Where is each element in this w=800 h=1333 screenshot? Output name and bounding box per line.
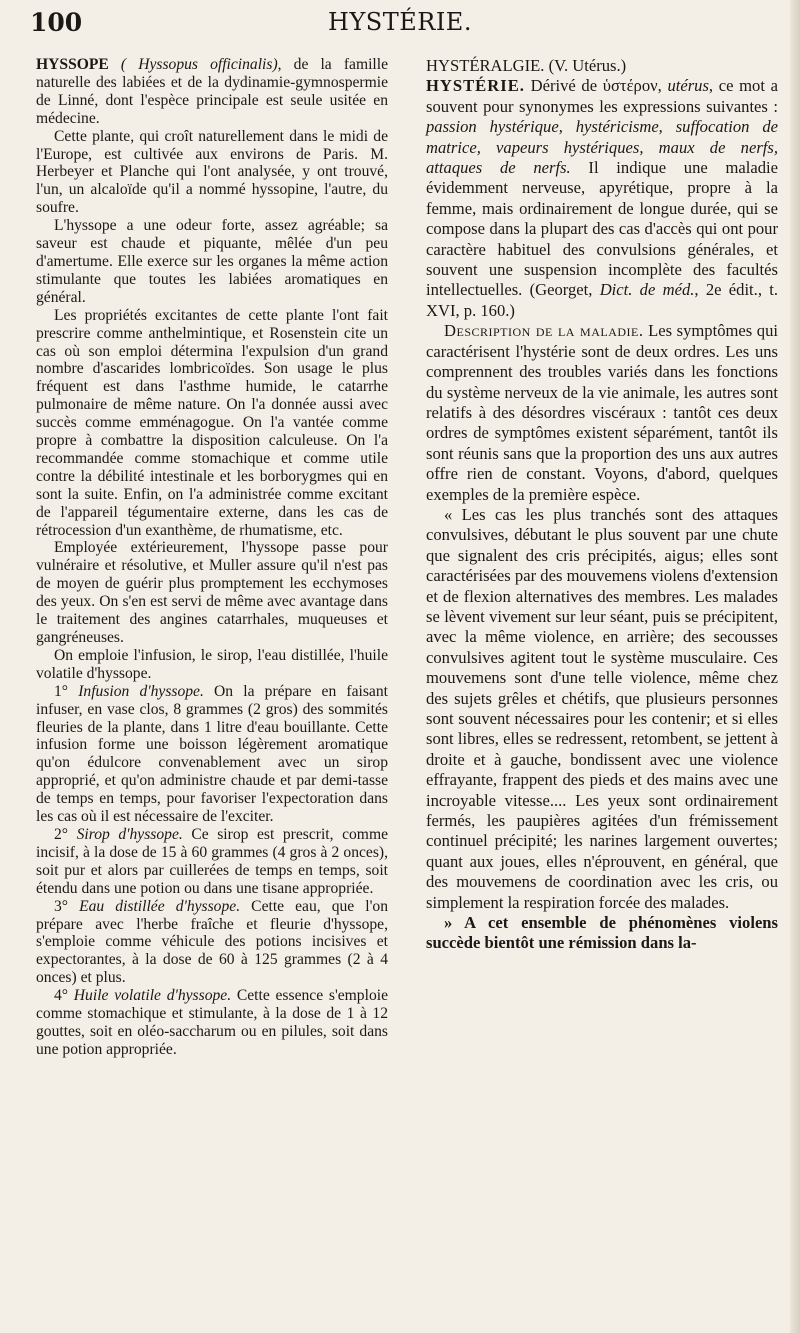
paragraph-odor: L'hyssope a une odeur forte, assez agréable; sa saveur est chaude et piquante, mêlée d'un peu d'amertume. Elle exerce sur les organes la même action stimulante que toutes les labiées aromatiques en général. bbox=[36, 217, 388, 306]
headword-hysteralgie: HYSTÉRALGIE. bbox=[426, 56, 545, 75]
citation-title: Dict. de méd. bbox=[599, 280, 695, 300]
citation-detail: , 2e édit., t. XVI, p. 160.) bbox=[426, 280, 778, 320]
left-column bbox=[36, 56, 388, 1059]
synonyms: passion hystérique, hystéricisme, suffocation de matrice, vapeurs hystériques, maux de nerfs, attaques de nerfs. bbox=[426, 117, 778, 178]
section-title: Description de la maladie. bbox=[444, 321, 644, 341]
intro-text: , de la famille naturelle des labiées et de la dydinamie-gymnospermie de Linné, dont l'espèce principale est seule usitée en médecine. bbox=[36, 56, 388, 127]
paragraph-description bbox=[426, 321, 778, 505]
paragraph-external-use: Employée extérieurement, l'hyssope passe pour vulnéraire et résolutive, et Muller assure qu'il n'est pas de moyen de guérir plus promptement les ecchymoses des yeux. On s'en est servi de même avec avantage dans le traitement des angines catarrhales, muqueuses et gangréneuses. bbox=[36, 539, 388, 646]
item-body: On la prépare en faisant infuser, en vase clos, 8 grammes (2 gros) des sommités fleuries de la plante, dans 1 litre d'eau bouillante. Cette infusion forme une boisson légèrement aromatique qu'on édulcore convenablement avec un sirop approprié, et qu'on administre chaude et par demi-tasse de temps en temps, pour favoriser l'expectoration dans les cas où il est nécessaire de l'exciter. bbox=[36, 682, 388, 826]
item-number: 3° bbox=[54, 897, 69, 915]
section-body: Les symptômes qui caractérisent l'hystérie sont de deux ordres. Les uns comprennent des troubles variés dans les fonctions du système nerveux de la vie animale, les autres sont relatifs à des désordres viscéraux : tantôt ces deux ordres de symptômes existent séparément, tantôt ils sont réunis sans que la proportion des uns aux autres offre rien de constant. Voyons, d'abord, quelques exemples de la première espèce. bbox=[426, 321, 778, 504]
paragraph-properties: Les propriétés excitantes de cette plante l'ont fait prescrire comme anthelmintique, et Rosenstein cite un cas où son emploi détermina l'expulsion d'un grand nombre d'ascarides lombricoïdes. Son usage le plus fréquent est dans l'asthme humide, le catarrhe pulmonaire de même nature. On l'a donnée aussi avec succès comme emménagogue. On l'a vantée comme propre à combattre la disposition calculeuse. On l'a recommandée comme stomachique et comme utile contre la débilité intestinale et les borborygmes qui en sont la suite. Enfin, on l'a administrée comme excitant de l'appareil tégumentaire externe, dans les cas de rétrocession d'un exanthème, de rhumatisme, etc. bbox=[36, 306, 388, 539]
paragraph-distilled-water bbox=[36, 898, 388, 988]
item-title: Infusion d'hyssope. bbox=[78, 682, 204, 700]
paragraph-preparations: On emploie l'infusion, le sirop, l'eau distillée, l'huile volatile d'hyssope. bbox=[36, 646, 388, 682]
item-body: Ce sirop est prescrit, comme incisif, à la dose de 15 à 60 grammes (4 gros à 2 onces), soit pur et alors par cuillerées de temps en temps, soit étendu dans une potion ou dans une tisane appropriée. bbox=[36, 825, 388, 897]
page-number: 100 bbox=[30, 8, 83, 37]
page-header bbox=[22, 4, 778, 44]
headword-hysterie: HYSTÉRIE. bbox=[426, 76, 525, 96]
page-edge bbox=[790, 0, 800, 1333]
item-title: Huile volatile d'hyssope. bbox=[73, 987, 232, 1005]
latin-name: ( Hyssopus officinalis) bbox=[120, 56, 278, 73]
uterus-term: utérus bbox=[667, 76, 709, 96]
item-title: Sirop d'hyssope. bbox=[76, 825, 183, 843]
item-body: Cette eau, que l'on prépare avec l'herbe fraîche et fleurie d'hyssope, s'emploie comme véhicule des potions incisives et expectorantes, à la dose de 60 à 125 grammes (2 à 4 onces) et plus. bbox=[36, 897, 389, 987]
cross-reference: (V. Utérus.) bbox=[548, 56, 627, 75]
paragraph-syrup bbox=[36, 826, 388, 898]
definition-text: , ce mot a souvent pour synonymes les expressions suivantes : bbox=[426, 76, 778, 116]
item-number: 1° bbox=[54, 682, 69, 700]
entry-hyssope-intro bbox=[36, 56, 388, 128]
paragraph-quote: « Les cas les plus tranchés sont des attaques convulsives, débutant le plus souvent par une chute que signalent des cris précipités, aigus; elles sont caractérisées par des mouvemens violens d'extension et de flexion alternatives des membres. Les malades se lèvent vivement sur leur séant, puis se précipitent, avec la même violence, en arrière; des secousses convulsives agitent tout le système musculaire. Ces mouvemens sont d'une telle violence, même chez des sujets grêles et chétifs, que plusieurs personnes sont souvent nécessaires pour les contenir; et si elles sont libres, elles se redressent, retombent, se jettent à droite et à gauche, bondissent avec une violence effrayante, frappent des pieds et des mains avec une incroyable vitesse.... Les yeux sont ordinairement fermés, les paupières agitées d'un frémissement continuel précipité; les narines largement ouvertes; quant aux joues, elles n'éprouvent, en général, que des mouvemens de coordination avec les cris, ou simplement la respiration forcée des malades. bbox=[426, 504, 778, 912]
etymology: Dérivé de ὑστέρον, bbox=[530, 76, 662, 96]
paragraph-origin: Cette plante, qui croît naturellement dans le midi de l'Europe, est cultivée aux environs de Paris. M. Herbeyer et Planche qui l'ont analysée, y ont trouvé, l'un, un alcaloïde qu'il a nommé hyssopine, l'autre, du soufre. bbox=[36, 127, 388, 217]
paragraph-volatile-oil bbox=[36, 987, 388, 1059]
paragraph-infusion bbox=[36, 683, 388, 826]
item-title: Eau distillée d'hyssope. bbox=[79, 897, 241, 915]
right-column bbox=[426, 56, 778, 954]
entry-hysterie bbox=[426, 76, 778, 321]
item-number: 4° bbox=[54, 987, 69, 1005]
entry-hysteralgie bbox=[426, 56, 778, 76]
item-body: Cette essence s'emploie comme stomachique et stimulante, à la dose de 1 à 12 gouttes, soit en oléo-saccharum ou en pilules, soit dans une potion appropriée. bbox=[36, 987, 388, 1058]
headword-hyssope: HYSSOPE bbox=[36, 56, 109, 73]
item-number: 2° bbox=[54, 825, 69, 843]
running-head: HYSTÉRIE. bbox=[328, 8, 472, 36]
definition-continued: Il indique une maladie évidemment nerveuse, apyrétique, propre à la femme, mais ordinairement de longue durée, qui se compose dans la plupart des cas d'accès qui ont pour caractère habituel des convulsions générales, et souvent une suspension incomplète des facultés intellectuelles. (Georget, bbox=[426, 158, 778, 300]
paragraph-last: » A cet ensemble de phénomènes violens succède bientôt une rémission dans la- bbox=[426, 913, 778, 953]
